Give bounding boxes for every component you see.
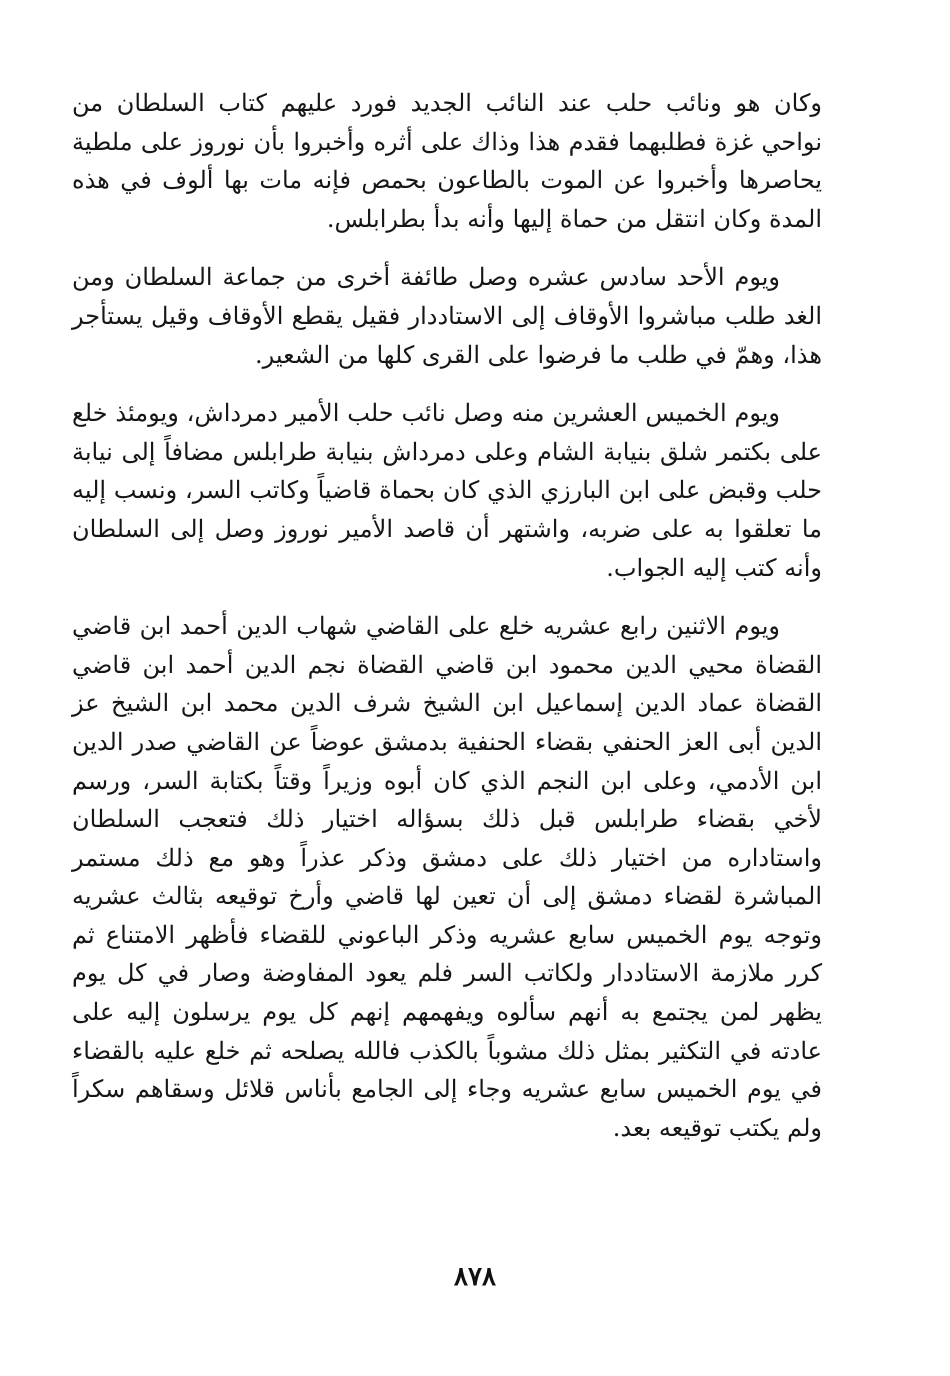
paragraph-4: ويوم الاثنين رابع عشريه خلع على القاضي شهاب الدين أحمد ابن قاضي القضاة محيي الدين محمود ابن قاضي القضاة نجم الدين أحمد ابن قاضي القضاة عماد الدين إسماعيل ابن الشيخ شرف الدين محمد ابن الشيخ عز الدين أبى العز الحنفي بقضاء الحنفية بدمشق عوضاً عن القاضي صدر الدين ابن الأدمي، وعلى ابن النجم الذي كان أبوه وزيراً وقتاً بكتابة السر، ورسم لأخي بقضاء طرابلس قبل ذلك بسؤاله اختيار ذلك فتعجب السلطان واستاداره من اختيار ذلك على دمشق وذكر عذراً وهو مع ذلك مستمر المباشرة لقضاء دمشق إلى أن تعين لها قاضي وأرخ توقيعه بثالث عشريه وتوجه يوم الخميس سابع عشريه وذكر الباعوني للقضاء فأظهر الامتناع ثم كرر ملازمة الاستاددار ولكاتب السر فلم يعود المفاوضة وصار في كل يوم يظهر لمن يجتمع به أنهم سألوه ويفهمهم إنهم كل يوم يرسلون إليه على عادته في التكثير بمثل ذلك مشوباً بالكذب فالله يصلحه ثم خلع عليه بالقضاء في يوم الخميس سابع عشريه وجاء إلى الجامع بأناس قلائل وسقاهم سكراً ولم يكتب توقيعه بعد.: [72, 612, 822, 1142]
paragraph-3: ويوم الخميس العشرين منه وصل نائب حلب الأمير دمرداش، ويومئذ خلع على بكتمر شلق بنيابة الشام وعلى دمرداش بنيابة طرابلس مضافاً إلى نيابة حلب وقبض على ابن البارزي الذي كان بحماة قاضياً وكاتب السر، ونسب إليه ما تعلقوا به على ضربه، واشتهر أن قاصد الأمير نوروز وصل إلى السلطان وأنه كتب إليه الجواب.: [72, 399, 822, 582]
document-page: [72, 84, 822, 1324]
paragraph-1: وكان هو ونائب حلب عند النائب الجديد فورد عليهم كتاب السلطان من نواحي غزة فطلبهما فقدم هذا وذاك على أثره وأخبروا بأن نوروز على ملطية يحاصرها وأخبروا عن الموت بالطاعون بحمص فإنه مات بها ألوف في هذه المدة وكان انتقل من حماة إليها وأنه بدأ بطرابلس.: [72, 89, 822, 233]
paragraph-2: ويوم الأحد سادس عشره وصل طائفة أخرى من جماعة السلطان ومن الغد طلب مباشروا الأوقاف إلى الاستاددار فقيل يقطع الأوقاف وقيل يستأجر هذا، وهمّ في طلب ما فرضوا على القرى كلها من الشعير.: [72, 263, 822, 369]
page-number: ٨٧٨: [454, 1262, 496, 1292]
